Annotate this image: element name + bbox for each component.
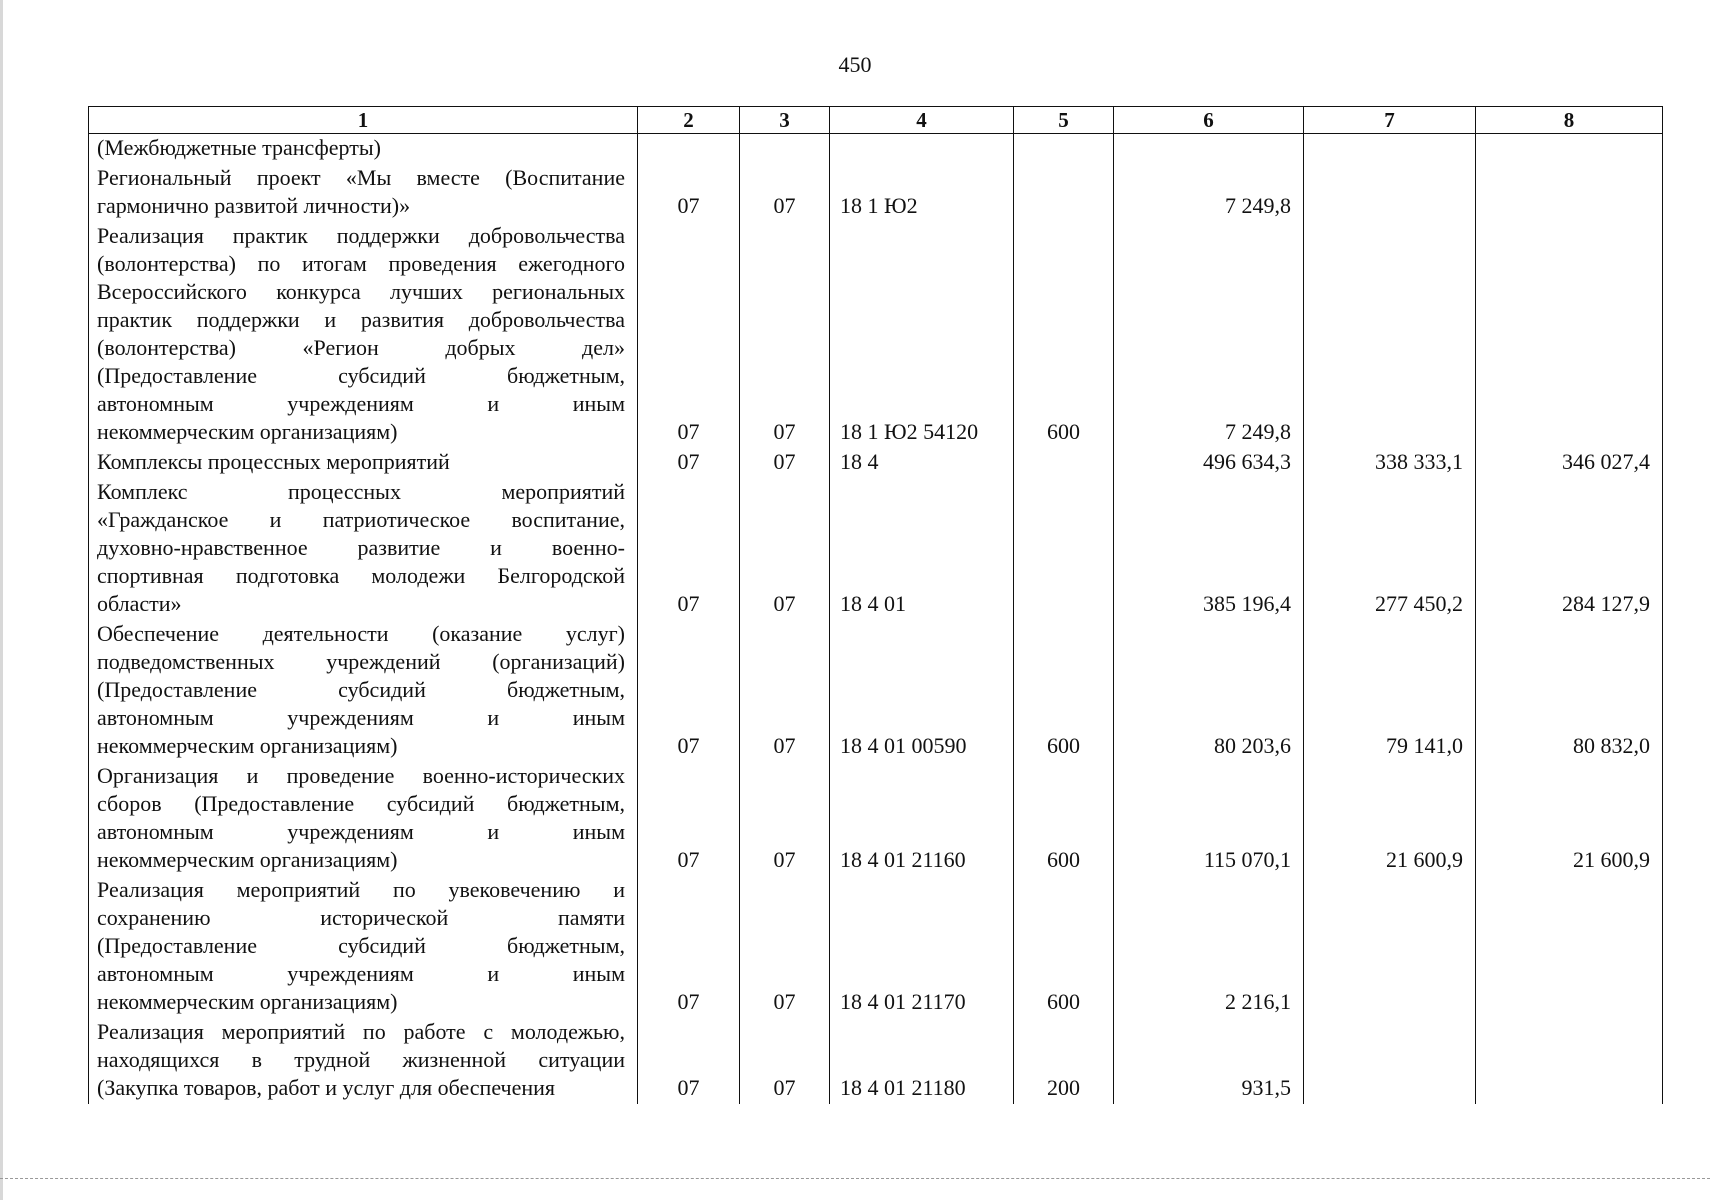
row-name-line: (волонтерства) по итогам проведения ежегодного (97, 251, 625, 276)
target-article: 18 4 01 21160 (830, 762, 1014, 876)
expense-type (1014, 478, 1114, 620)
column-header-4: 4 (830, 107, 1014, 134)
row-name-line: духовно-нравственное развитие и военно- (97, 535, 625, 560)
column-header-5: 5 (1014, 107, 1114, 134)
subsection-code: 07 (740, 222, 830, 448)
column-header-6: 6 (1114, 107, 1304, 134)
row-name (89, 762, 638, 876)
target-article (830, 134, 1014, 165)
row-name-line: (волонтерства) «Регион добрых дел» (97, 335, 625, 360)
target-article: 18 4 01 21170 (830, 876, 1014, 1018)
expense-type: 600 (1014, 222, 1114, 448)
page-number: 450 (838, 52, 872, 77)
table-row (89, 478, 1663, 620)
row-name-line: некоммерческим организациям) (97, 847, 398, 872)
amount-col8: 21 600,9 (1476, 762, 1663, 876)
subsection-code: 07 (740, 448, 830, 478)
target-article: 18 1 Ю2 (830, 164, 1014, 222)
amount-col6: 496 634,3 (1114, 448, 1304, 478)
row-name-line: некоммерческим организациям) (97, 989, 398, 1014)
row-name-line: Реализация мероприятий по увековечению и (97, 877, 625, 902)
amount-col7: 79 141,0 (1304, 620, 1476, 762)
table-header (89, 107, 1663, 134)
amount-col6: 931,5 (1114, 1018, 1304, 1104)
header-row (89, 107, 1663, 134)
row-name-line: (Предоставление субсидий бюджетным, (97, 933, 625, 958)
subsection-code: 07 (740, 478, 830, 620)
column-header-2: 2 (638, 107, 740, 134)
row-name-line: Реализация мероприятий по работе с молодежью, (97, 1019, 625, 1044)
row-name-line: Региональный проект «Мы вместе (Воспитание (97, 165, 625, 190)
table-row (89, 876, 1663, 1018)
section-code: 07 (638, 1018, 740, 1104)
row-name-line: Обеспечение деятельности (оказание услуг) (97, 621, 625, 646)
row-name-line: (Предоставление субсидий бюджетным, (97, 677, 625, 702)
subsection-code: 07 (740, 1018, 830, 1104)
row-name-line: Комплекс процессных мероприятий (97, 479, 625, 504)
amount-col6: 7 249,8 (1114, 222, 1304, 448)
row-name-line: подведомственных учреждений (организаций) (97, 649, 625, 674)
subsection-code: 07 (740, 876, 830, 1018)
row-name-line: автономным учреждениям и иным (97, 961, 625, 986)
amount-col6: 2 216,1 (1114, 876, 1304, 1018)
amount-col6: 7 249,8 (1114, 164, 1304, 222)
target-article: 18 4 01 21180 (830, 1018, 1014, 1104)
row-name (89, 478, 638, 620)
expense-type (1014, 164, 1114, 222)
section-code: 07 (638, 448, 740, 478)
section-code: 07 (638, 762, 740, 876)
row-name-line: сборов (Предоставление субсидий бюджетным, (97, 791, 625, 816)
table-row (89, 222, 1663, 448)
expense-type: 600 (1014, 620, 1114, 762)
amount-col6: 115 070,1 (1114, 762, 1304, 876)
table-body (89, 134, 1663, 1105)
table-row (89, 164, 1663, 222)
amount-col7 (1304, 134, 1476, 165)
row-name (89, 222, 638, 448)
amount-col8 (1476, 222, 1663, 448)
row-name-line: автономным учреждениям и иным (97, 819, 625, 844)
expense-type: 600 (1014, 762, 1114, 876)
row-name-line: спортивная подготовка молодежи Белгородской (97, 563, 625, 588)
bottom-rule (0, 1178, 1710, 1179)
column-header-8: 8 (1476, 107, 1663, 134)
table-row (89, 762, 1663, 876)
amount-col6: 385 196,4 (1114, 478, 1304, 620)
section-code: 07 (638, 478, 740, 620)
row-name (89, 620, 638, 762)
row-name-line: сохранению исторической памяти (97, 905, 625, 930)
amount-col8 (1476, 164, 1663, 222)
section-code: 07 (638, 620, 740, 762)
column-header-3: 3 (740, 107, 830, 134)
amount-col7: 277 450,2 (1304, 478, 1476, 620)
section-code: 07 (638, 876, 740, 1018)
subsection-code: 07 (740, 620, 830, 762)
section-code (638, 134, 740, 165)
row-name (89, 1018, 638, 1104)
amount-col8: 80 832,0 (1476, 620, 1663, 762)
subsection-code: 07 (740, 762, 830, 876)
row-name-line: некоммерческим организациям) (97, 419, 398, 444)
row-name (89, 448, 638, 478)
table-row (89, 134, 1663, 165)
amount-col8: 346 027,4 (1476, 448, 1663, 478)
row-name-line: (Межбюджетные трансферты) (97, 135, 381, 160)
row-name-line: (Закупка товаров, работ и услуг для обеспечения (97, 1075, 556, 1100)
row-name-line: Всероссийского конкурса лучших региональных (97, 279, 625, 304)
amount-col6: 80 203,6 (1114, 620, 1304, 762)
column-header-7: 7 (1304, 107, 1476, 134)
row-name (89, 164, 638, 222)
column-header-1: 1 (89, 107, 638, 134)
row-name (89, 134, 638, 165)
row-name-line: Комплексы процессных мероприятий (97, 449, 450, 474)
section-code: 07 (638, 222, 740, 448)
target-article: 18 4 (830, 448, 1014, 478)
expense-type: 600 (1014, 876, 1114, 1018)
row-name-line: гармонично развитой личности)» (97, 193, 411, 218)
subsection-code: 07 (740, 164, 830, 222)
row-name-line: находящихся в трудной жизненной ситуации (97, 1047, 625, 1072)
row-name-line: автономным учреждениям и иным (97, 391, 625, 416)
subsection-code (740, 134, 830, 165)
row-name-line: области» (97, 591, 182, 616)
row-name-line: практик поддержки и развития добровольчества (97, 307, 625, 332)
target-article: 18 4 01 (830, 478, 1014, 620)
table-row (89, 620, 1663, 762)
expense-type (1014, 134, 1114, 165)
amount-col8 (1476, 876, 1663, 1018)
row-name-line: Реализация практик поддержки добровольчества (97, 223, 625, 248)
amount-col8 (1476, 1018, 1663, 1104)
amount-col7 (1304, 1018, 1476, 1104)
row-name-line: «Гражданское и патриотическое воспитание, (97, 507, 625, 532)
row-name-line: Организация и проведение военно-исторических (97, 763, 625, 788)
scan-edge (0, 0, 3, 1200)
row-name-line: автономным учреждениям и иным (97, 705, 625, 730)
table-row (89, 448, 1663, 478)
budget-table (88, 106, 1663, 1104)
expense-type (1014, 448, 1114, 478)
section-code: 07 (638, 164, 740, 222)
amount-col7: 338 333,1 (1304, 448, 1476, 478)
target-article: 18 4 01 00590 (830, 620, 1014, 762)
expense-type: 200 (1014, 1018, 1114, 1104)
amount-col7 (1304, 164, 1476, 222)
amount-col8 (1476, 134, 1663, 165)
row-name-line: некоммерческим организациям) (97, 733, 398, 758)
amount-col7 (1304, 222, 1476, 448)
amount-col6 (1114, 134, 1304, 165)
row-name-line: (Предоставление субсидий бюджетным, (97, 363, 625, 388)
target-article: 18 1 Ю2 54120 (830, 222, 1014, 448)
row-name (89, 876, 638, 1018)
table-row (89, 1018, 1663, 1104)
amount-col7 (1304, 876, 1476, 1018)
amount-col8: 284 127,9 (1476, 478, 1663, 620)
amount-col7: 21 600,9 (1304, 762, 1476, 876)
